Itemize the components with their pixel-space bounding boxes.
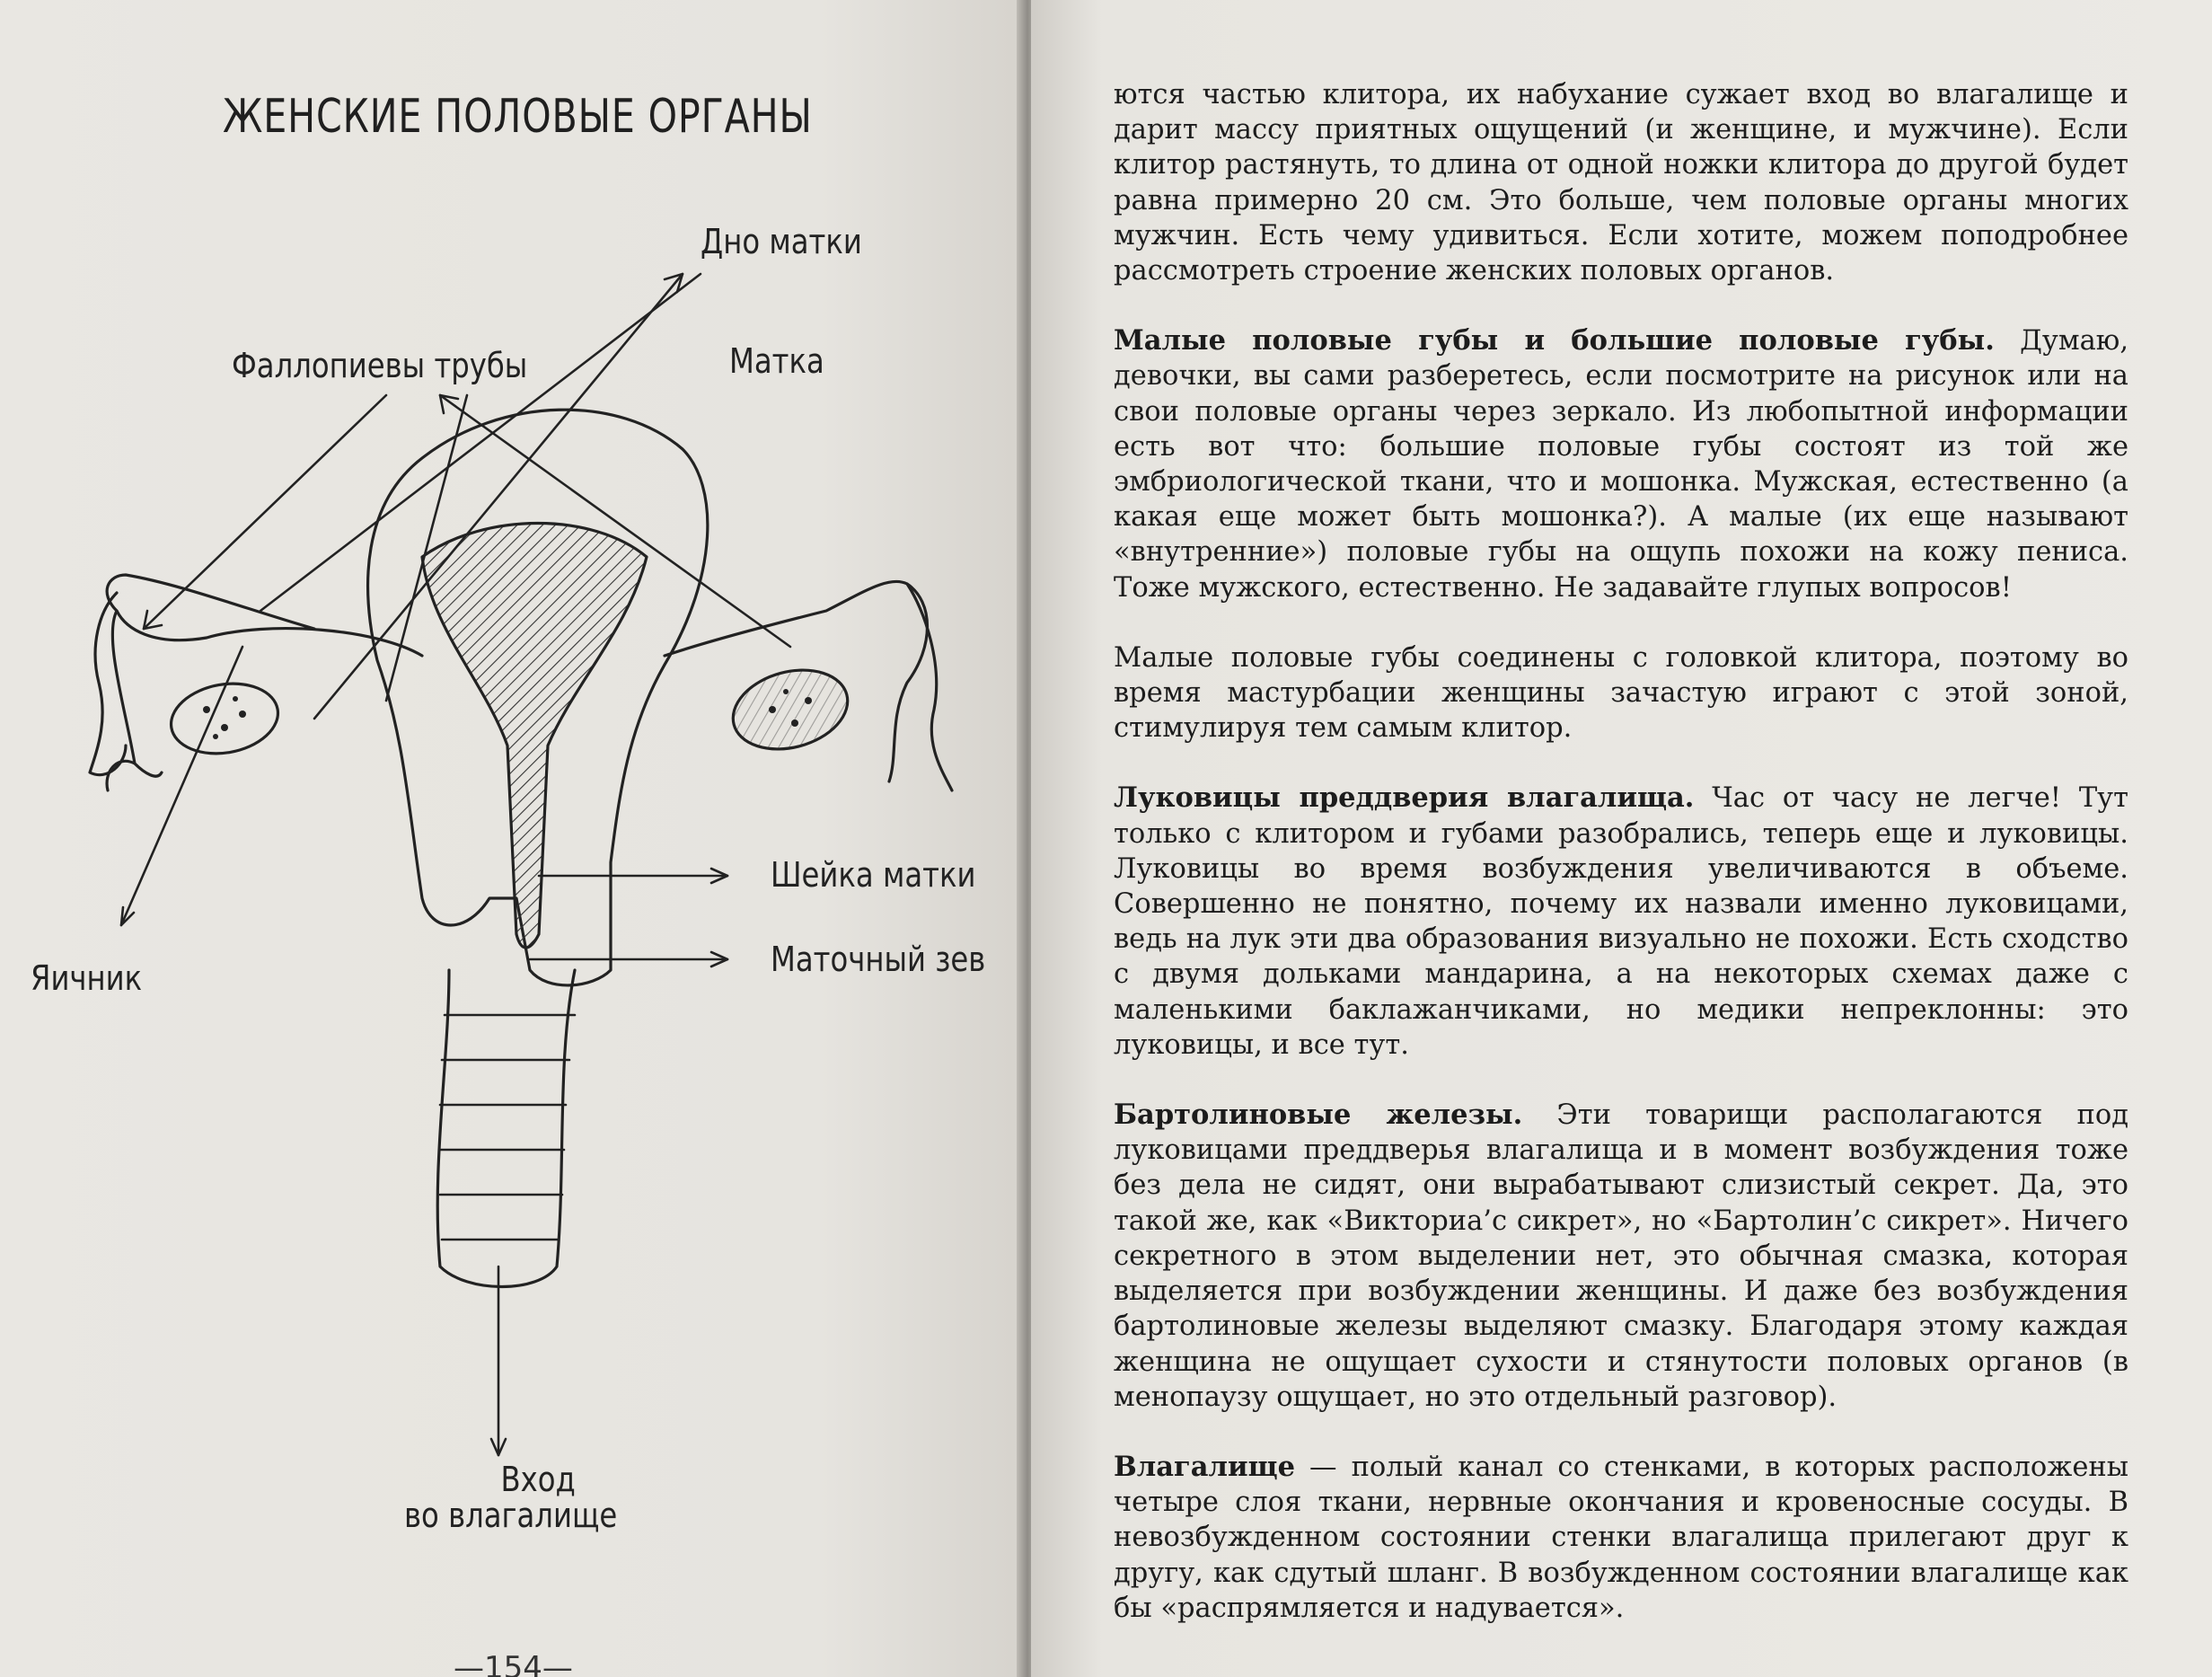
paragraph-text: Думаю, девочки, вы сами разберетесь, если посмотрите на рисунок или на свои половые органы через зеркало. Из любопытной информации есть вот что: большие половые губы состоят из той же эмбриологической ткани, что и мошонка. Мужская, естественно (а какая еще может быть мошонка?). А малые (их еще называют «внутренние») половые губы на ощупь похожи на кожу пениса. Тоже мужского, естественно. Не задавайте глупых вопросов! xyxy=(1114,325,2129,604)
label-cervix: Шейка матки xyxy=(771,855,976,895)
label-entry-line1: Вход xyxy=(500,1460,576,1499)
label-entry-line2: во влагалище xyxy=(404,1495,618,1535)
paragraph-lead: Влагалище xyxy=(1114,1450,1296,1483)
paragraph-text: — полый канал со стенками, в которых расположены четыре слоя ткани, нервные окончания и кровеносные сосуды. В невозбужденном состоянии стенки влагалища прилегают друг к другу, как сдутый шланг. В возбужденном состоянии влагалище как бы «распрямляется и надувается». xyxy=(1114,1451,2128,1624)
paragraph-text: ются частью клитора, их набухание сужает вход во влагалище и дарит массу приятных ощущений (и женщине, и мужчине). Если клитор растянуть, то длина от одной ножки клитора до другой будет равна примерно 20 см. Это больше, чем половые органы многих мужчин. Есть чему удивиться. Если хотите, можем поподробнее рассмотреть строение женских половых органов. xyxy=(1114,79,2128,287)
paragraph-2 xyxy=(1114,323,2128,605)
label-fundus: Дно матки xyxy=(701,222,862,261)
label-uterus: Матка xyxy=(729,341,824,381)
paragraph-6 xyxy=(1114,1450,2128,1626)
right-ovary xyxy=(724,658,856,762)
label-os: Маточный зев xyxy=(771,940,986,979)
page-title: ЖЕНСКИЕ ПОЛОВЫЕ ОРГАНЫ xyxy=(223,90,813,144)
paragraph-lead: Луковицы преддверия влагалища. xyxy=(1114,781,1695,815)
label-ovary: Яичник xyxy=(31,958,143,998)
page-number: —154— xyxy=(454,1650,573,1677)
anatomy-diagram xyxy=(0,0,1024,1677)
paragraph-lead: Бартолиновые железы. xyxy=(1114,1099,1523,1132)
paragraph-lead: Малые половые губы и большие половые губы. xyxy=(1114,324,1995,357)
paragraph-4 xyxy=(1114,781,2128,1063)
label-fallopian-tubes: Фаллопиевы трубы xyxy=(232,346,528,385)
label-vaginal-entry xyxy=(404,1462,617,1534)
uterine-cavity xyxy=(422,524,647,949)
paragraph-5 xyxy=(1114,1098,2128,1415)
paragraph-text: Эти товарищи располагаются под луковицами преддверья влагалища и в момент возбуждения тоже без дела не сидят, они вырабатывают слизистый секрет. Да, это такой же, как «Викториа’с сикрет», но «Бартолин’с сикрет». Ничего секретного в этом выделении нет, это обычная смазка, которая выделяется при возбуждении женщины. И даже без возбуждения бартолиновые железы выделяют смазку. Благодаря этому каждая женщина не ощущает сухости и стянутости половых органов (в менопаузу ощущает, но это отдельный разговор). xyxy=(1114,1099,2129,1413)
paragraph-3 xyxy=(1114,640,2128,746)
right-page-text xyxy=(1114,77,2128,1626)
paragraph-1 xyxy=(1114,77,2128,288)
paragraph-text: Час от часу не легче! Тут только с клитором и губами разобрались, теперь еще и луковицы. Луковицы во время возбуждения увеличиваются в объеме. Совершенно не понятно, почему их назвали именно луковицами, ведь на лук эти два образования визуально не похожи. Есть сходство с двумя дольками мандарина, а на некоторых схемах даже с маленькими баклажанчиками, но медики непреклонны: это луковицы, и все тут. xyxy=(1114,782,2128,1061)
paragraph-text: Малые половые губы соединены с головкой клитора, поэтому во время мастурбации женщины зачастую играют с этой зоной, стимулируя тем самым клитор. xyxy=(1114,641,2128,745)
